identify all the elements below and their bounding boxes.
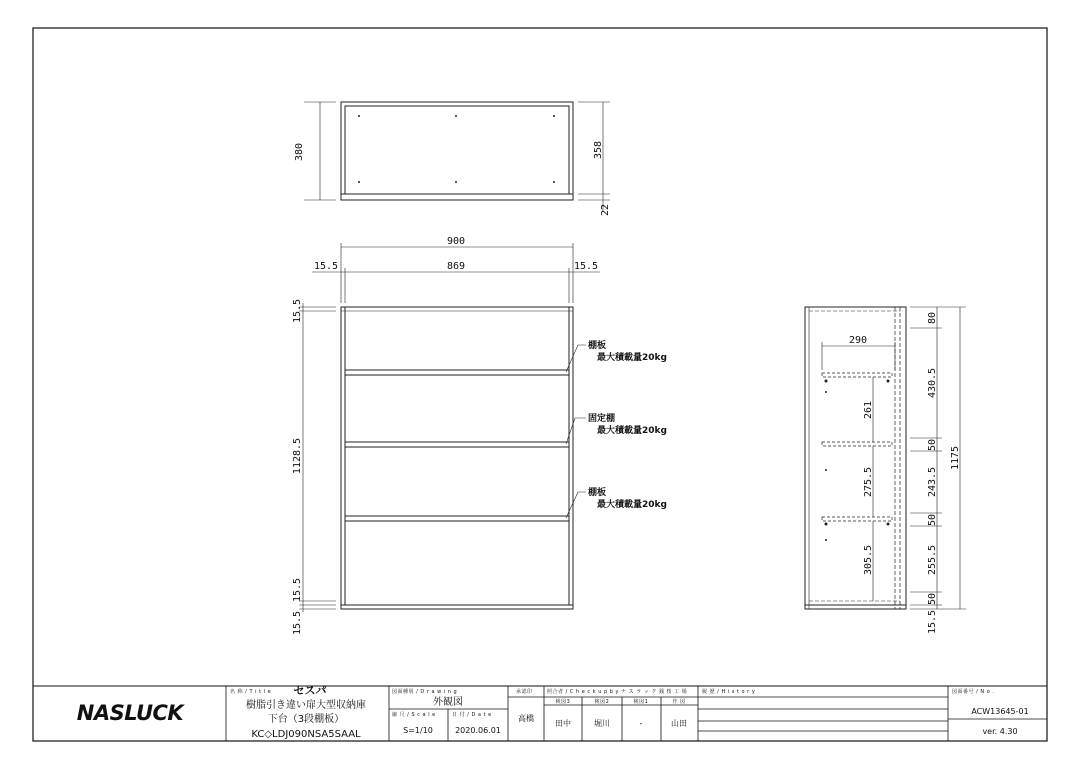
drawing-frame	[33, 28, 1047, 741]
product-line-2: 下台（3段棚板）	[267, 714, 345, 725]
drawing-type: 外観図	[433, 697, 463, 708]
dim-inner-width: 869	[446, 261, 466, 272]
scale-value: S=1/10	[403, 726, 433, 735]
check-val-2: 堀川	[594, 719, 610, 728]
product-code: KC◇LDJ090NSA5SAAL	[251, 729, 361, 740]
dim-bottom-board: 15.5	[292, 610, 303, 636]
dim-top-back: 22	[600, 203, 611, 217]
history-header: 履 歴 / H i s t o r y	[702, 689, 756, 695]
approver: 高橋	[518, 714, 534, 723]
callout-shelf1-load: 最大積載量20kg	[597, 353, 667, 363]
dim-side-243: 243.5	[927, 466, 938, 498]
callout-fixed-load: 最大積載量20kg	[597, 426, 667, 436]
dim-side-430: 430.5	[927, 367, 938, 399]
side-view	[805, 307, 966, 609]
dim-side-shelf-depth: 290	[848, 335, 868, 346]
dim-side-50c: 50	[927, 592, 938, 606]
approve-header: 承認印	[516, 689, 533, 695]
logo-nasluck: NASLUCK	[76, 701, 184, 725]
dim-side-275: 275.5	[863, 466, 874, 498]
check-col-3: 検図1	[633, 699, 649, 705]
dim-side-50b: 50	[927, 513, 938, 527]
no-header: 図面番号 / N o .	[952, 689, 995, 695]
check-val-4: 山田	[671, 719, 687, 728]
drawing-header: 図面種別 / D r a w i n g	[392, 689, 458, 695]
scale-header: 縮 尺 / S c a l e	[392, 712, 436, 718]
product-title: セスパ	[293, 684, 327, 697]
dim-bottom-gap: 15.5	[292, 577, 303, 603]
check-col-4: 作 図	[672, 699, 686, 705]
check-col-2: 検図2	[594, 699, 610, 705]
check-header: 照合者 / C h e c k u p b y ナ ス ラ ッ ク 銭 桜 工 場	[547, 689, 688, 695]
check-val-1: 田中	[555, 719, 571, 728]
dim-side-left: 15.5	[313, 261, 339, 272]
version: ver. 4.30	[982, 727, 1018, 736]
callout-shelf2-title: 棚板	[588, 488, 607, 498]
date-value: 2020.06.01	[455, 726, 501, 735]
dim-overall-width: 900	[446, 236, 466, 247]
name-header: 名 称 / T i t l e	[230, 689, 272, 695]
dim-side-bottom: 15.5	[927, 609, 938, 635]
front-view	[299, 243, 600, 612]
date-header: 日 付 / D a t e	[452, 712, 492, 718]
top-view	[304, 102, 610, 212]
dim-top-inner: 358	[593, 140, 604, 160]
dim-side-1175: 1175	[950, 445, 961, 471]
dim-side-305: 305.5	[863, 544, 874, 576]
check-col-1: 検図3	[555, 699, 571, 705]
callout-shelf2-load: 最大積載量20kg	[597, 500, 667, 510]
product-line-1: 樹脂引き違い扉大型収納庫	[246, 700, 366, 711]
callout-fixed-title: 固定棚	[588, 414, 616, 424]
dim-side-261: 261	[863, 400, 874, 420]
dim-side-50a: 50	[927, 438, 938, 452]
drawing-number: ACW13645-01	[971, 707, 1029, 716]
dim-side-255: 255.5	[927, 544, 938, 576]
dim-inner-height: 1128.5	[292, 437, 303, 475]
dim-side-right: 15.5	[573, 261, 599, 272]
dim-top-depth: 380	[294, 142, 305, 162]
check-val-3: -	[639, 719, 643, 728]
callout-shelf1-title: 棚板	[588, 341, 607, 351]
dim-side-top: 80	[927, 311, 938, 325]
dim-top-board: 15.5	[292, 298, 303, 324]
